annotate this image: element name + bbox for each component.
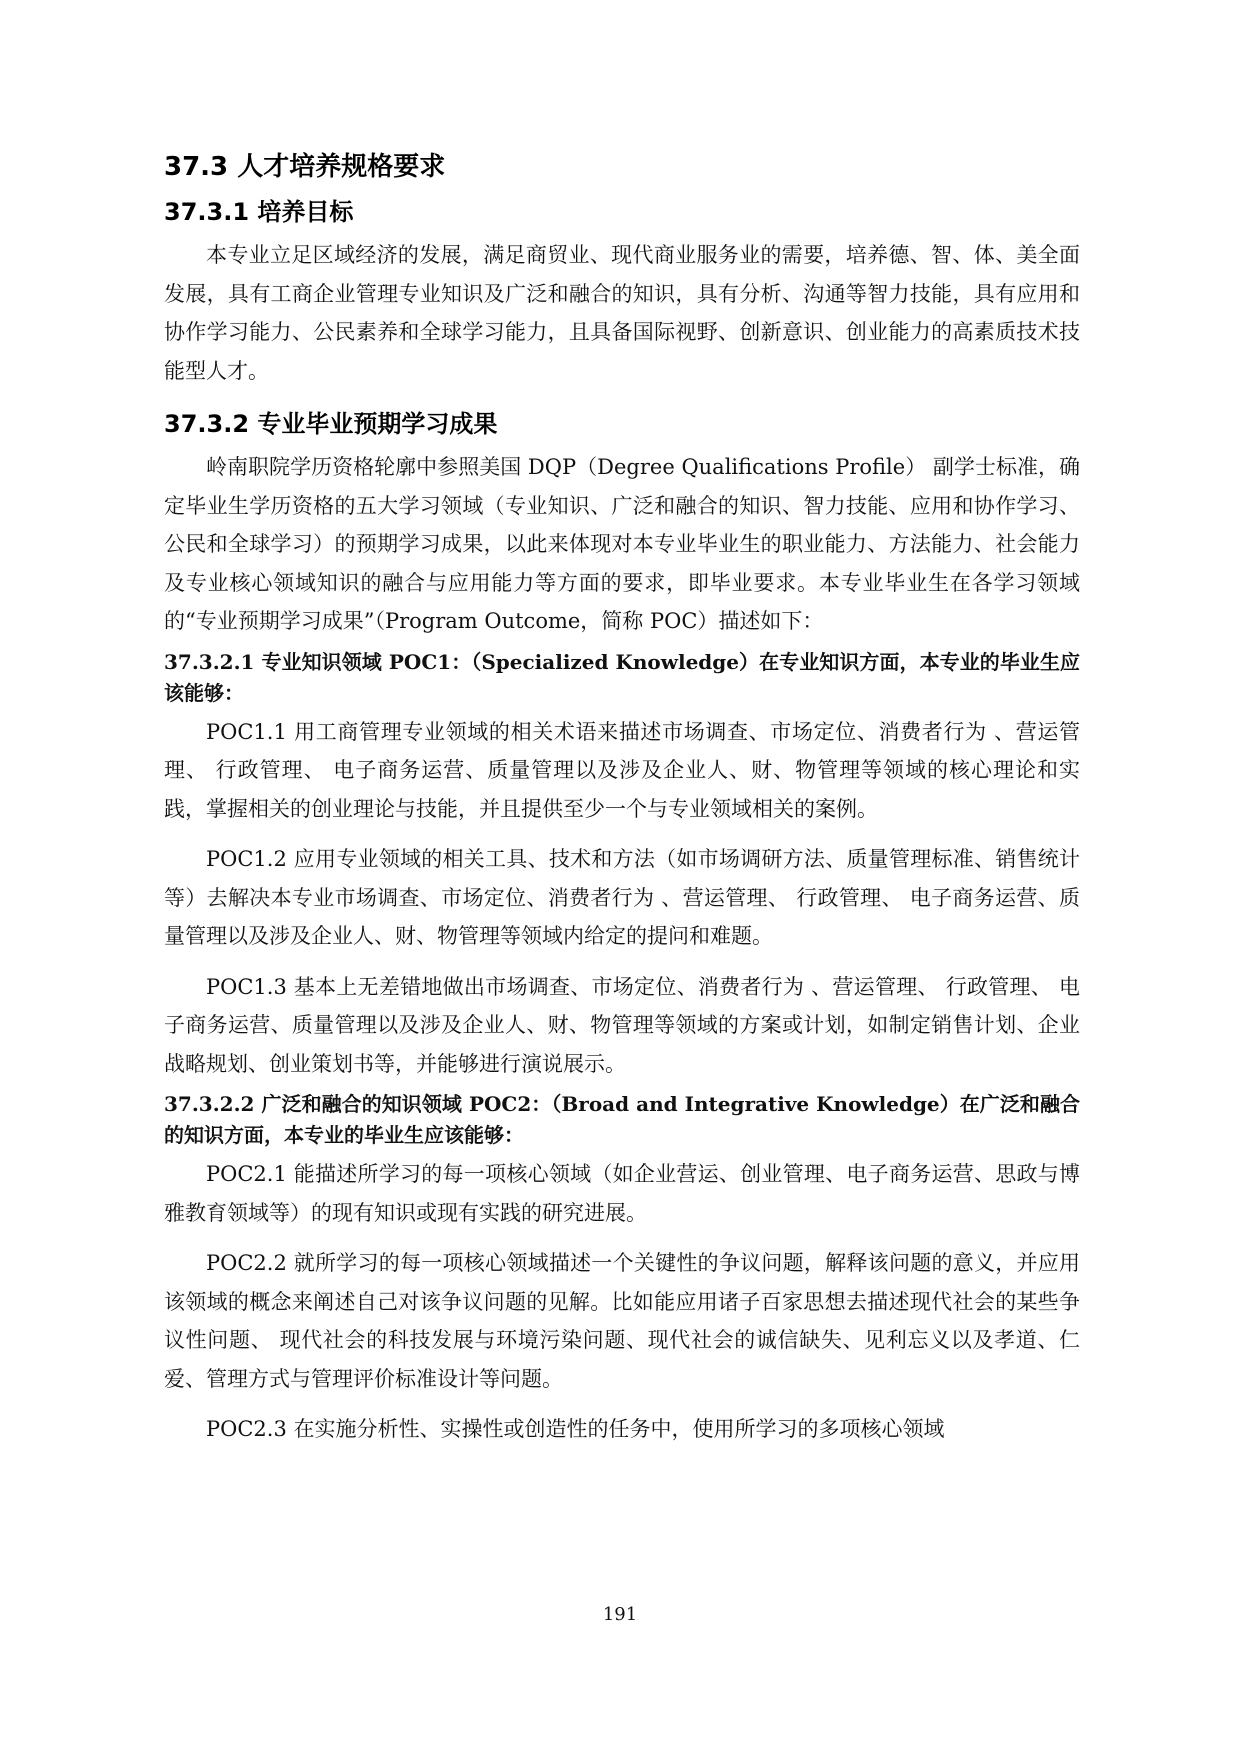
section-heading-37-3-2: 37.3.2 专业毕业预期学习成果 (164, 410, 498, 438)
section-heading-37-3-1: 37.3.1 培养目标 (164, 198, 354, 226)
paragraph-poc1-1: POC1.1 用工商管理专业领域的相关术语来描述市场调查、市场定位、消费者行为 、营运管理、 行政管理、 电子商务运营、质量管理以及涉及企业人、财、物管理等领域的核心理论和实践，掌握相关的创业理论与技能，并且提供至少一个与专业领域相关的案例。 (164, 719, 1080, 821)
section-heading-37-3-2-2: 37.3.2.2 广泛和融合的知识领域 POC2：（Broad and Integrative Knowledge）在广泛和融合的知识方面，本专业的毕业生应该能够： (164, 1092, 1080, 1147)
paragraph-goal: 本专业立足区域经济的发展，满足商贸业、现代商业服务业的需要，培养德、智、体、美全面发展，具有工商企业管理专业知识及广泛和融合的知识，具有分析、沟通等智力技能，具有应用和协作学习能力、公民素养和全球学习能力，且具备国际视野、创新意识、创业能力的高素质技术技能型人才。 (164, 243, 1080, 383)
paragraph-outcomes: 岭南职院学历资格轮廓中参照美国 DQP（Degree Qualifications Profile） 副学士标准，确定毕业生学历资格的五大学习领域（专业知识、广泛和融合的知识、智力技能、应用和协作学习、公民和全球学习）的预期学习成果，以此来体现对本专业毕业生的职业能力、方法能力、社会能力及专业核心领域知识的融合与应用能力等方面的要求，即毕业要求。本专业毕业生在各学习领域的“专业预期学习成果”（Program Outcome，简称 POC）描述如下： (164, 455, 1080, 633)
section-heading-37-3: 37.3 人才培养规格要求 (164, 152, 446, 182)
paragraph-poc2-1: POC2.1 能描述所学习的每一项核心领域（如企业营运、创业管理、电子商务运营、思政与博雅教育领域等）的现有知识或现有实践的研究进展。 (164, 1162, 1080, 1225)
paragraph-poc1-2: POC1.2 应用专业领域的相关工具、技术和方法（如市场调研方法、质量管理标准、销售统计等）去解决本专业市场调查、市场定位、消费者行为 、营运管理、 行政管理、 电子商务运营、质量管理以及涉及企业人、财、物管理等领域内给定的提问和难题。 (164, 847, 1080, 948)
paragraph-poc2-2: POC2.2 就所学习的每一项核心领域描述一个关键性的争议问题，解释该问题的意义，并应用该领域的概念来阐述自己对该争议问题的见解。比如能应用诸子百家思想去描述现代社会的某些争议性问题、 现代社会的科技发展与环境污染问题、现代社会的诚信缺失、见利忘义以及孝道、仁爱、管理方式与管理评价标准设计等问题。 (164, 1251, 1080, 1391)
paragraph-poc1-3: POC1.3 基本上无差错地做出市场调查、市场定位、消费者行为 、营运管理、 行政管理、 电子商务运营、质量管理以及涉及企业人、财、物管理等领域的方案或计划，如制定销售计划、企业战略规划、创业策划书等，并能够进行演说展示。 (164, 974, 1080, 1076)
paragraph-poc2-3: POC2.3 在实施分析性、实操性或创造性的任务中，使用所学习的多项核心领域 (206, 1417, 945, 1441)
page-number: 191 (602, 1604, 638, 1625)
section-heading-37-3-2-1: 37.3.2.1 专业知识领域 POC1：（Specialized Knowledge）在专业知识方面，本专业的毕业生应该能够： (164, 649, 1080, 705)
